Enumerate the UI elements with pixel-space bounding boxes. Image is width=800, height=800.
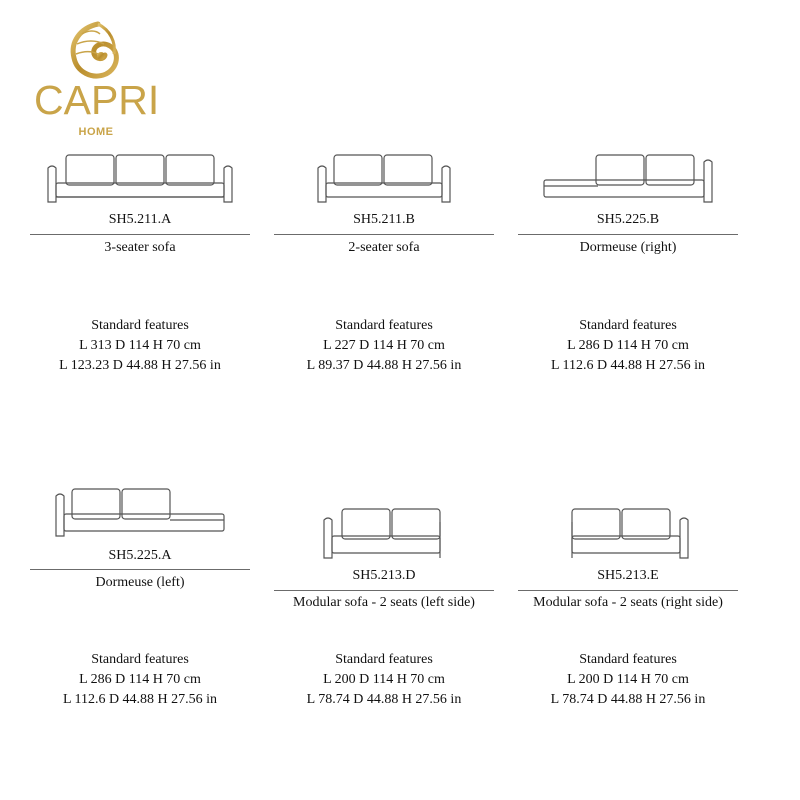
dims-in: L 78.74 D 44.88 H 27.56 in xyxy=(550,692,706,707)
product-card xyxy=(274,506,494,756)
product-features xyxy=(10,316,270,376)
divider xyxy=(518,234,738,235)
product-features xyxy=(498,650,758,710)
product-description: Dormeuse (left) xyxy=(95,575,185,590)
product-code: SH5.211.B xyxy=(353,212,415,227)
product-card xyxy=(30,486,250,736)
dims-cm: L 286 D 114 H 70 cm xyxy=(567,338,689,353)
product-description: Dormeuse (right) xyxy=(579,240,677,255)
dims-cm: L 200 D 114 H 70 cm xyxy=(323,672,445,687)
dims-cm: L 313 D 114 H 70 cm xyxy=(79,338,201,353)
sofa-2-seater-icon xyxy=(274,150,494,210)
product-features xyxy=(254,316,514,376)
product-card xyxy=(518,150,738,400)
product-code: SH5.213.D xyxy=(352,568,416,583)
dims-cm: L 286 D 114 H 70 cm xyxy=(79,672,201,687)
features-label: Standard features xyxy=(91,652,189,667)
features-label: Standard features xyxy=(91,318,189,333)
dims-cm: L 200 D 114 H 70 cm xyxy=(567,672,689,687)
sofa-modular-right-icon xyxy=(518,506,738,566)
divider xyxy=(30,234,250,235)
dims-cm: L 227 D 114 H 70 cm xyxy=(323,338,445,353)
product-description: 2-seater sofa xyxy=(348,240,420,255)
divider xyxy=(274,590,494,591)
divider xyxy=(30,569,250,570)
brand-name: CAPRI xyxy=(34,77,160,123)
dims-in: L 112.6 D 44.88 H 27.56 in xyxy=(62,692,218,707)
capri-home-logo xyxy=(30,20,160,145)
product-features xyxy=(254,650,514,710)
sofa-3-seater-icon xyxy=(30,150,250,210)
features-label: Standard features xyxy=(335,318,433,333)
dims-in: L 89.37 D 44.88 H 27.56 in xyxy=(306,358,462,373)
sofa-modular-left-icon xyxy=(274,506,494,566)
product-code: SH5.225.B xyxy=(596,212,660,227)
dims-in: L 112.6 D 44.88 H 27.56 in xyxy=(550,358,706,373)
product-description: Modular sofa - 2 seats (left side) xyxy=(293,595,475,610)
product-description: 3-seater sofa xyxy=(104,240,176,255)
product-features xyxy=(10,650,270,710)
features-label: Standard features xyxy=(579,318,677,333)
divider xyxy=(518,590,738,591)
divider xyxy=(274,234,494,235)
product-features xyxy=(498,316,758,376)
product-card xyxy=(518,506,738,756)
features-label: Standard features xyxy=(335,652,433,667)
features-label: Standard features xyxy=(579,652,677,667)
brand-sub: HOME xyxy=(78,126,114,138)
dims-in: L 78.74 D 44.88 H 27.56 in xyxy=(306,692,462,707)
product-code: SH5.225.A xyxy=(108,548,172,563)
sofa-dormeuse-right-icon xyxy=(518,150,738,210)
product-description: Modular sofa - 2 seats (right side) xyxy=(533,595,723,610)
product-code: SH5.213.E xyxy=(597,568,659,583)
dims-in: L 123.23 D 44.88 H 27.56 in xyxy=(59,358,221,373)
sofa-dormeuse-left-icon xyxy=(30,486,250,546)
product-card xyxy=(30,150,250,400)
product-card xyxy=(274,150,494,400)
product-code: SH5.211.A xyxy=(108,212,172,227)
